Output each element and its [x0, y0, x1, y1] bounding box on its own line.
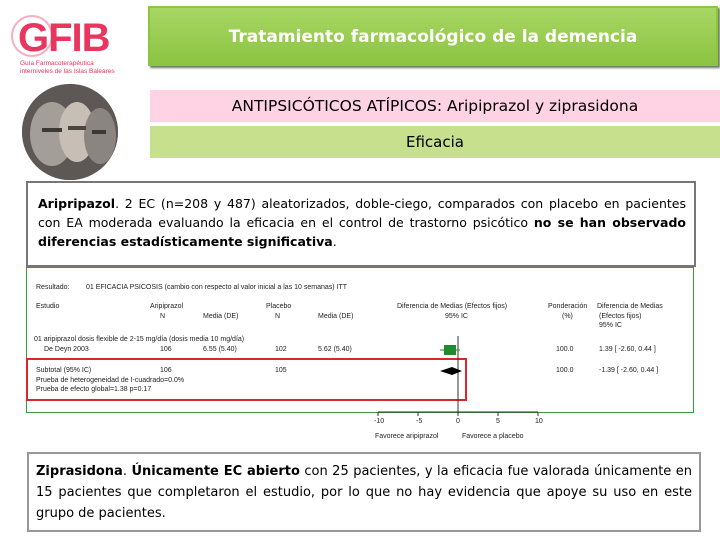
- ziprasidona-text: .: [122, 464, 132, 479]
- study-weight: 100.0: [556, 346, 574, 353]
- col-aripiprazol: Aripiprazol: [150, 303, 184, 310]
- subtotal-label: Subtotal (95% IC): [36, 367, 92, 374]
- ziprasidona-text-end: con 25 pacientes, y la eficacia fue valorada únicamente en 15 pacientes que completaron el estudio, por lo que no hay evidencia que apoye su uso en este grupo de pacientes.: [36, 464, 692, 521]
- overall-effect-test: Prueba de efecto global=1.38 p=0.17: [36, 386, 152, 393]
- col-difference-2b: (Efectos fijos): [599, 313, 642, 320]
- col-placebo-n: N: [275, 313, 281, 320]
- col-weight: Ponderación: [548, 303, 588, 310]
- study-mean-aripiprazol: 6.55 (5.40): [203, 346, 237, 353]
- aripiprazol-drug-name: Aripripazol: [38, 196, 116, 211]
- favors-aripiprazol-label: Favorece aripiprazol: [375, 433, 439, 440]
- favors-placebo-label: Favorece a placebo: [462, 433, 524, 440]
- subgroup-label: 01 aripiprazol dosis flexible de 2-15 mg/día (dosis media 10 mg/día): [34, 336, 245, 343]
- study-mean-placebo: 5.62 (5.40): [318, 346, 352, 353]
- logo-text: GFIB: [18, 16, 110, 60]
- subtotal-n-aripiprazol: 106: [160, 367, 172, 374]
- study-n-aripiprazol: 106: [160, 346, 172, 353]
- col-placebo-mean: Media (DE): [318, 313, 354, 320]
- study-name: De Deyn 2003: [44, 346, 89, 353]
- subtotal-ci: -1.39 [ -2.60, 0.44 ]: [599, 367, 659, 374]
- x-tick-label: -5: [416, 418, 423, 425]
- study-ci: 1.39 [ -2.60, 0.44 ]: [599, 346, 656, 353]
- col-study: Estudio: [36, 303, 60, 310]
- subtotal-weight: 100.0: [556, 367, 574, 374]
- col-difference-2: Diferencia de Medias: [597, 303, 663, 310]
- section-subheading: Eficacia: [406, 133, 464, 151]
- col-placebo: Placebo: [266, 303, 292, 310]
- page-title: Tratamiento farmacológico de la demencia: [228, 27, 638, 47]
- ziprasidona-summary: [27, 452, 701, 532]
- result-label: Resultado:: [36, 284, 70, 291]
- x-tick-label: -10: [374, 418, 385, 425]
- aripiprazol-text: . 2 EC (n=208 y 487) aleatorizados, doble-ciego, comparados con placebo en pacientes con EA moderada evaluando la eficacia en el control de trastorno psicótico: [38, 196, 686, 230]
- col-ci: 95% IC: [445, 313, 468, 320]
- col-aripiprazol-n: N: [160, 313, 166, 320]
- section-heading: ANTIPSICÓTICOS ATÍPICOS: Aripiprazol y ziprasidona: [231, 97, 639, 115]
- col-difference-2c: 95% IC: [599, 322, 622, 329]
- x-tick-label: 0: [456, 418, 460, 425]
- result-outcome: 01 EFICACIA PSICOSIS (cambio con respecto al valor inicial a las 10 semanas) ITT: [86, 284, 348, 291]
- aripiprazol-text-end: .: [332, 234, 337, 249]
- subtotal-n-placebo: 105: [275, 367, 287, 374]
- logo-subtitle-line1: Guía Farmacoterapéutica: [20, 60, 94, 67]
- subtotal-diamond: [440, 367, 462, 375]
- study-n-placebo: 102: [275, 346, 287, 353]
- col-weight-unit: (%): [562, 313, 573, 320]
- x-tick-label: 5: [496, 418, 500, 425]
- logo-subtitle-line2: interniveles de las Islas Baleares: [20, 68, 115, 75]
- ziprasidona-drug-name: Ziprasidona: [36, 464, 123, 479]
- x-tick-label: 10: [535, 418, 543, 425]
- ziprasidona-key-phrase: Únicamente EC abierto: [131, 464, 300, 479]
- aripiprazol-conclusion: no se han observado diferencias estadísticamente significativa: [38, 215, 686, 249]
- heterogeneity-test: Prueba de heterogeneidad de I-cuadrado=0.0%: [36, 377, 185, 384]
- col-difference: Diferencia de Medias (Efectos fijos): [397, 303, 508, 310]
- col-aripiprazol-mean: Media (DE): [203, 313, 239, 320]
